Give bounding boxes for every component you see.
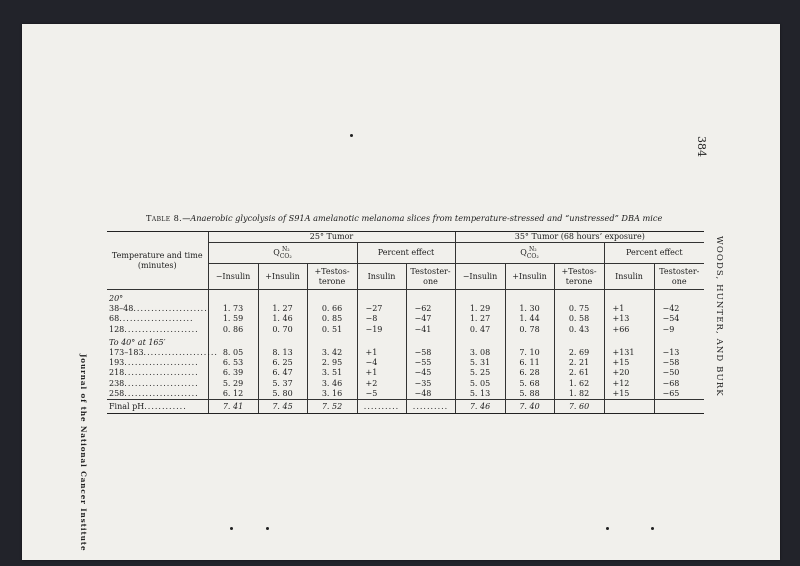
value-cell: 0. 86 [208,325,258,335]
time-cell [107,325,208,335]
time-cell [107,348,218,358]
value-cell: −35 [406,379,455,389]
value-cell: 5. 80 [258,389,307,400]
value-cell: 6. 47 [258,368,307,378]
group-a-header: 25° Tumor [208,232,455,243]
empty-cell [604,290,654,305]
empty-cell [455,290,505,305]
value-cell: 0. 85 [307,314,357,324]
empty-final-cell: .......... [357,400,406,414]
value-cell: 2. 21 [554,358,604,368]
final-ph-value: 7. 46 [455,400,505,414]
q-superscript: N₂ [281,246,290,253]
empty-cell [604,335,654,348]
stub-header-text: Temperature and time (minutes) [111,250,203,270]
value-cell: +1 [357,368,406,378]
value-cell: −42 [654,304,704,314]
time-value: 173–183 [109,348,144,358]
value-cell: +15 [604,389,654,400]
empty-cell [208,335,258,348]
value-cell: +66 [604,325,654,335]
value-cell: −54 [654,314,704,324]
value-cell: 0. 66 [307,304,357,314]
value-cell: 1. 30 [505,304,554,314]
group-b-header-text: 35° Tumor (68 hours’ exposure) [514,232,645,241]
speck [651,527,654,530]
value-cell: 5. 05 [455,379,505,389]
value-cell: 6. 12 [208,389,258,400]
col-insulin-effect-b: Insulin [604,264,654,290]
time-value: 238 [109,378,125,388]
value-cell: 5. 88 [505,389,554,400]
value-cell: −41 [406,325,455,335]
value-cell: +1 [357,348,406,358]
empty-cell [406,335,455,348]
empty-cell [357,290,406,305]
empty-final-cell [604,400,654,414]
q-symbol: Q [273,248,280,257]
value-cell: −4 [357,358,406,368]
table-row [107,304,704,314]
time-cell [107,368,208,378]
col-plus-testosterone-a: +Testosterone [307,264,357,290]
value-cell: 1. 44 [505,314,554,324]
q-subscript: CO₂ [279,253,292,260]
time-value: 38–48 [109,304,134,314]
empty-cell [554,290,604,305]
value-cell: +131 [604,348,654,358]
table-body [107,290,704,414]
empty-cell [455,335,505,348]
value-cell: −50 [654,368,704,378]
col-plus-testosterone-b: +Testosterone [554,264,604,290]
value-cell: 6. 11 [505,358,554,368]
value-cell: −13 [654,348,704,358]
glycolysis-table [107,231,704,414]
q-header-b [455,243,604,264]
final-ph-value: 7. 45 [258,400,307,414]
value-cell: 2. 61 [554,368,604,378]
time-cell [107,304,208,314]
speck [350,134,353,137]
table-row [107,389,704,400]
value-cell: −68 [654,379,704,389]
value-cell: 1. 82 [554,389,604,400]
time-value: 258 [109,388,125,398]
journal-title: Journal of the National Cancer Institute [79,354,88,552]
value-cell: 0. 58 [554,314,604,324]
table-row [107,325,704,335]
col-insulin-effect-a: Insulin [357,264,406,290]
leader-dots: ..................... [124,368,199,378]
final-ph-value: 7. 52 [307,400,357,414]
value-cell: 1. 62 [554,379,604,389]
q-header-a [208,243,357,264]
leader-dots: ..................... [124,378,199,388]
value-cell: 6. 53 [208,358,258,368]
value-cell: 6. 28 [505,368,554,378]
leader-dots: ..................... [124,358,199,368]
table-row [107,368,704,378]
running-head: WOODS, HUNTER, AND BURK [714,236,724,397]
value-cell: 8. 05 [208,348,258,358]
page-number: 384 [695,136,708,157]
value-cell: −47 [406,314,455,324]
final-ph-label-cell [107,400,208,414]
final-ph-label: Final pH [109,402,145,412]
value-cell: 3. 08 [455,348,505,358]
empty-cell [505,290,554,305]
speck [606,527,609,530]
value-cell: 3. 51 [307,368,357,378]
value-cell: 5. 25 [455,368,505,378]
leader-dots: ..................... [133,304,208,314]
value-cell: 2. 69 [554,348,604,358]
value-cell: 5. 29 [208,379,258,389]
final-ph-value: 7. 60 [554,400,604,414]
col-testosterone-effect-b: Testosterone [654,264,704,290]
q-superscript: N₂ [528,246,537,253]
col-minus-insulin-a: −Insulin [208,264,258,290]
value-cell: 6. 25 [258,358,307,368]
value-cell: 5. 68 [505,379,554,389]
group-label: 20° [109,294,124,303]
value-cell: 1. 46 [258,314,307,324]
percent-header-a: Percent effect [357,243,455,264]
leader-dots: ............ [144,402,187,412]
q-symbol: Q [520,248,527,257]
table-title: —Anaerobic glycolysis of S91A amelanotic melanoma slices from temperature-stressed and “unstressed” DBA mice [182,213,663,223]
time-cell [107,379,208,389]
value-cell: −19 [357,325,406,335]
final-ph-value: 7. 41 [208,400,258,414]
value-cell: −45 [406,368,455,378]
leader-dots: ..................... [124,388,199,398]
table-caption [146,213,706,223]
empty-final-cell [654,400,704,414]
empty-cell [258,290,307,305]
value-cell: −58 [654,358,704,368]
empty-cell [654,335,704,348]
value-cell: −58 [406,348,455,358]
group-label-row [107,335,704,348]
final-ph-row [107,400,704,414]
empty-cell [554,335,604,348]
table-label: Table 8. [146,213,183,223]
value-cell: 1. 59 [208,314,258,324]
stub-header [107,232,208,290]
time-value: 68 [109,314,120,324]
value-cell: 1. 73 [208,304,258,314]
value-cell: +13 [604,314,654,324]
value-cell: +1 [604,304,654,314]
speck [266,527,269,530]
time-value: 128 [109,324,125,334]
time-value: 193 [109,358,125,368]
time-cell [107,389,208,400]
value-cell: 0. 43 [554,325,604,335]
table-row [107,379,704,389]
col-testosterone-effect-a: Testosterone [406,264,455,290]
empty-cell [505,335,554,348]
empty-cell [654,290,704,305]
value-cell: +20 [604,368,654,378]
value-cell: −9 [654,325,704,335]
col-plus-insulin-b: +Insulin [505,264,554,290]
leader-dots: ..................... [119,314,194,324]
time-value: 218 [109,368,125,378]
value-cell: 1. 29 [455,304,505,314]
table-row [107,314,704,324]
percent-header-b: Percent effect [604,243,704,264]
value-cell: 2. 95 [307,358,357,368]
value-cell: 1. 27 [258,304,307,314]
q-subscript: CO₂ [526,253,539,260]
value-cell: 5. 37 [258,379,307,389]
value-cell: 0. 70 [258,325,307,335]
value-cell: −55 [406,358,455,368]
value-cell: −8 [357,314,406,324]
empty-cell [307,335,357,348]
value-cell: 3. 16 [307,389,357,400]
speck [230,527,233,530]
value-cell: −65 [654,389,704,400]
empty-final-cell: .......... [406,400,455,414]
empty-cell [208,290,258,305]
value-cell: 1. 27 [455,314,505,324]
empty-cell [258,335,307,348]
time-cell [107,358,208,368]
time-cell [107,314,208,324]
table-row [107,358,704,368]
table-row [107,348,704,358]
value-cell: 7. 10 [505,348,554,358]
value-cell: 5. 13 [455,389,505,400]
journal-page [22,24,780,560]
col-minus-insulin-b: −Insulin [455,264,505,290]
group-label-row [107,290,704,305]
value-cell: −48 [406,389,455,400]
value-cell: 0. 78 [505,325,554,335]
group-label: To 40° at 165′ [109,337,166,347]
empty-cell [307,290,357,305]
value-cell: −5 [357,389,406,400]
value-cell: 8. 13 [258,348,307,358]
value-cell: −62 [406,304,455,314]
empty-cell [357,335,406,348]
leader-dots: ..................... [143,348,218,358]
value-cell: +2 [357,379,406,389]
final-ph-value: 7. 40 [505,400,554,414]
value-cell: 5. 31 [455,358,505,368]
empty-cell [406,290,455,305]
value-cell: +15 [604,358,654,368]
value-cell: +12 [604,379,654,389]
value-cell: 0. 51 [307,325,357,335]
group-b-header [455,232,704,243]
col-plus-insulin-a: +Insulin [258,264,307,290]
value-cell: 6. 39 [208,368,258,378]
value-cell: 3. 42 [307,348,357,358]
leader-dots: ..................... [124,324,199,334]
value-cell: 3. 46 [307,379,357,389]
value-cell: −27 [357,304,406,314]
value-cell: 0. 47 [455,325,505,335]
value-cell: 0. 75 [554,304,604,314]
